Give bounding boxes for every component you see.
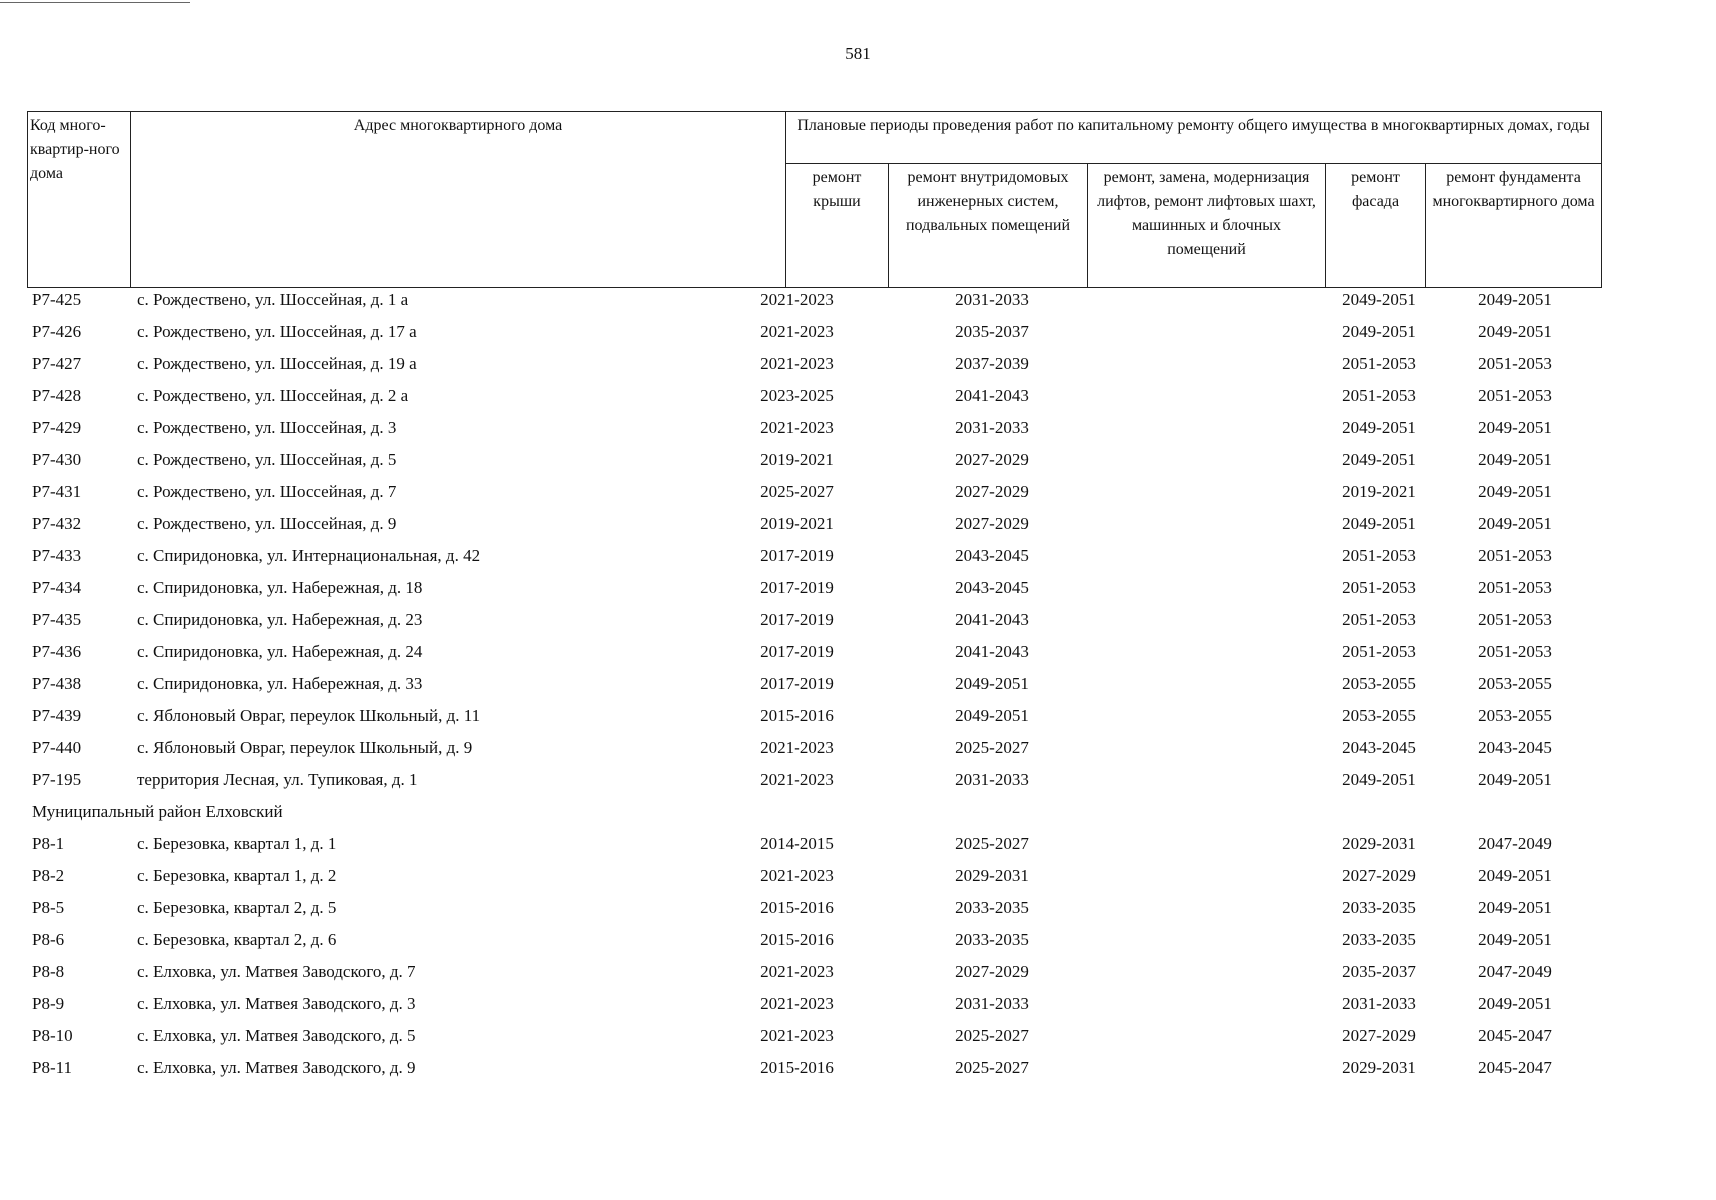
cell-facade: 2051-2053: [1342, 386, 1416, 405]
header-systems: ремонт внутридомовых инженерных систем, подвальных помещений: [889, 164, 1088, 288]
table-row: [27, 480, 1601, 512]
cell-facade: 2051-2053: [1342, 610, 1416, 629]
cell-systems: 2049-2051: [955, 674, 1029, 693]
cell-address: с. Рождествено, ул. Шоссейная, д. 2 а: [137, 386, 409, 405]
cell-roof: 2015-2016: [760, 706, 834, 725]
cell-code: Р8-10: [32, 1026, 73, 1045]
cell-systems: 2037-2039: [955, 354, 1029, 373]
rows-group-b: [27, 832, 1601, 1088]
cell-facade: 2051-2053: [1342, 546, 1416, 565]
cell-facade: 2051-2053: [1342, 354, 1416, 373]
cell-foundation: 2049-2051: [1478, 770, 1552, 789]
cell-facade: 2033-2035: [1342, 898, 1416, 917]
cell-code: Р7-195: [32, 770, 82, 789]
cell-roof: 2015-2016: [760, 898, 834, 917]
cell-systems: 2031-2033: [955, 290, 1029, 309]
cell-roof: 2017-2019: [760, 546, 834, 565]
cell-foundation: 2051-2053: [1478, 642, 1552, 661]
table-row: [27, 928, 1601, 960]
cell-foundation: 2051-2053: [1478, 386, 1552, 405]
cell-roof: 2014-2015: [760, 834, 834, 853]
cell-systems: 2027-2029: [955, 962, 1029, 981]
cell-facade: 2053-2055: [1342, 674, 1416, 693]
cell-address: с. Яблоновый Овраг, переулок Школьный, д. 11: [137, 706, 481, 725]
table-body: [27, 288, 1601, 1088]
cell-foundation: 2051-2053: [1478, 546, 1552, 565]
cell-code: Р8-6: [32, 930, 65, 949]
cell-code: Р7-435: [32, 610, 82, 629]
cell-code: Р7-432: [32, 514, 82, 533]
cell-address: территория Лесная, ул. Тупиковая, д. 1: [137, 770, 418, 789]
cell-systems: 2031-2033: [955, 418, 1029, 437]
cell-address: с. Яблоновый Овраг, переулок Школьный, д. 9: [137, 738, 473, 757]
cell-address: с. Елховка, ул. Матвея Заводского, д. 5: [137, 1026, 416, 1045]
cell-address: с. Рождествено, ул. Шоссейная, д. 9: [137, 514, 397, 533]
cell-roof: 2021-2023: [760, 770, 834, 789]
cell-roof: 2021-2023: [760, 290, 834, 309]
cell-systems: 2031-2033: [955, 994, 1029, 1013]
cell-facade: 2053-2055: [1342, 706, 1416, 725]
cell-foundation: 2053-2055: [1478, 674, 1552, 693]
cell-facade: 2035-2037: [1342, 962, 1416, 981]
header-lifts: ремонт, замена, модернизация лифтов, ремонт лифтовых шахт, машинных и блочных помещений: [1088, 164, 1326, 288]
table-row: [27, 320, 1601, 352]
cell-address: с. Спиридоновка, ул. Интернациональная, д. 42: [137, 546, 481, 565]
table-row: [27, 288, 1601, 320]
table-row: [27, 1024, 1601, 1056]
cell-roof: 2019-2021: [760, 514, 834, 533]
cell-code: Р7-439: [32, 706, 82, 725]
cell-facade: 2049-2051: [1342, 514, 1416, 533]
cell-address: с. Елховка, ул. Матвея Заводского, д. 3: [137, 994, 416, 1013]
cell-systems: 2025-2027: [955, 1058, 1029, 1077]
cell-foundation: 2045-2047: [1478, 1026, 1552, 1045]
table-row: [27, 736, 1601, 768]
cell-facade: 2049-2051: [1342, 418, 1416, 437]
cell-code: Р7-427: [32, 354, 82, 373]
cell-facade: 2029-2031: [1342, 834, 1416, 853]
cell-systems: 2025-2027: [955, 834, 1029, 853]
cell-code: Р8-8: [32, 962, 65, 981]
table-row: [27, 352, 1601, 384]
cell-foundation: 2049-2051: [1478, 322, 1552, 341]
table-row: [27, 544, 1601, 576]
table-row: [27, 960, 1601, 992]
cell-code: Р8-2: [32, 866, 65, 885]
cell-address: с. Елховка, ул. Матвея Заводского, д. 9: [137, 1058, 416, 1077]
cell-address: с. Рождествено, ул. Шоссейная, д. 1 а: [137, 290, 409, 309]
cell-code: Р8-9: [32, 994, 65, 1013]
header-periods: Плановые периоды проведения работ по капитальному ремонту общего имущества в многоквартирных домах, годы: [786, 112, 1602, 164]
cell-roof: 2017-2019: [760, 674, 834, 693]
cell-systems: 2025-2027: [955, 1026, 1029, 1045]
cell-code: Р7-433: [32, 546, 82, 565]
cell-foundation: 2049-2051: [1478, 994, 1552, 1013]
cell-systems: 2035-2037: [955, 322, 1029, 341]
cell-facade: 2043-2045: [1342, 738, 1416, 757]
cell-facade: 2049-2051: [1342, 450, 1416, 469]
header-facade: ремонт фасада: [1326, 164, 1426, 288]
table-row: [27, 416, 1601, 448]
table-row: [27, 384, 1601, 416]
cell-facade: 2029-2031: [1342, 1058, 1416, 1077]
cell-foundation: 2049-2051: [1478, 866, 1552, 885]
cell-code: Р7-438: [32, 674, 82, 693]
cell-roof: 2017-2019: [760, 578, 834, 597]
section-row: [27, 800, 1601, 832]
table-row: [27, 608, 1601, 640]
cell-systems: 2041-2043: [955, 610, 1029, 629]
table-row: [27, 576, 1601, 608]
cell-code: Р8-5: [32, 898, 65, 917]
cell-roof: 2021-2023: [760, 1026, 834, 1045]
cell-facade: 2019-2021: [1342, 482, 1416, 501]
cell-roof: 2023-2025: [760, 386, 834, 405]
cell-code: Р7-434: [32, 578, 82, 597]
cell-foundation: 2053-2055: [1478, 706, 1552, 725]
cell-roof: 2021-2023: [760, 962, 834, 981]
cell-address: с. Рождествено, ул. Шоссейная, д. 7: [137, 482, 397, 501]
cell-facade: 2051-2053: [1342, 642, 1416, 661]
cell-systems: 2027-2029: [955, 482, 1029, 501]
table-row: [27, 704, 1601, 736]
cell-facade: 2049-2051: [1342, 322, 1416, 341]
cell-roof: 2021-2023: [760, 994, 834, 1013]
rows-group-a: [27, 288, 1601, 800]
cell-roof: 2019-2021: [760, 450, 834, 469]
cell-code: Р7-426: [32, 322, 82, 341]
cell-systems: 2041-2043: [955, 642, 1029, 661]
cell-code: Р8-11: [32, 1058, 72, 1077]
cell-address: с. Рождествено, ул. Шоссейная, д. 3: [137, 418, 397, 437]
cell-foundation: 2049-2051: [1478, 930, 1552, 949]
cell-roof: 2015-2016: [760, 930, 834, 949]
cell-address: с. Спиридоновка, ул. Набережная, д. 18: [137, 578, 423, 597]
section-title: Муниципальный район Елховский: [32, 802, 283, 821]
cell-address: с. Березовка, квартал 1, д. 1: [137, 834, 337, 853]
cell-code: Р7-428: [32, 386, 82, 405]
cell-systems: 2033-2035: [955, 930, 1029, 949]
cell-address: с. Спиридоновка, ул. Набережная, д. 23: [137, 610, 423, 629]
cell-systems: 2027-2029: [955, 514, 1029, 533]
cell-foundation: 2049-2051: [1478, 898, 1552, 917]
scan-artifact-line: [0, 2, 190, 3]
cell-facade: 2027-2029: [1342, 866, 1416, 885]
header-code: Код много-квартир-ного дома: [28, 112, 131, 288]
cell-address: с. Рождествено, ул. Шоссейная, д. 17 а: [137, 322, 417, 341]
table-row: [27, 768, 1601, 800]
cell-code: Р7-436: [32, 642, 82, 661]
cell-foundation: 2049-2051: [1478, 290, 1552, 309]
cell-address: с. Спиридоновка, ул. Набережная, д. 24: [137, 642, 423, 661]
cell-address: с. Рождествено, ул. Шоссейная, д. 19 а: [137, 354, 417, 373]
cell-systems: 2033-2035: [955, 898, 1029, 917]
table-row: [27, 512, 1601, 544]
cell-systems: 2025-2027: [955, 738, 1029, 757]
cell-code: Р7-431: [32, 482, 82, 501]
cell-address: с. Спиридоновка, ул. Набережная, д. 33: [137, 674, 423, 693]
page-number: 581: [845, 44, 871, 63]
cell-facade: 2051-2053: [1342, 578, 1416, 597]
cell-foundation: 2049-2051: [1478, 514, 1552, 533]
cell-foundation: 2051-2053: [1478, 578, 1552, 597]
cell-systems: 2031-2033: [955, 770, 1029, 789]
cell-address: с. Березовка, квартал 1, д. 2: [137, 866, 337, 885]
cell-code: Р8-1: [32, 834, 65, 853]
cell-code: Р7-440: [32, 738, 82, 757]
cell-facade: 2033-2035: [1342, 930, 1416, 949]
cell-facade: 2027-2029: [1342, 1026, 1416, 1045]
cell-foundation: 2047-2049: [1478, 962, 1552, 981]
table-row: [27, 448, 1601, 480]
cell-roof: 2021-2023: [760, 418, 834, 437]
table-row: [27, 992, 1601, 1024]
cell-code: Р7-429: [32, 418, 82, 437]
table-row: [27, 832, 1601, 864]
header-address: Адрес многоквартирного дома: [131, 112, 786, 288]
cell-facade: 2049-2051: [1342, 770, 1416, 789]
cell-systems: 2043-2045: [955, 546, 1029, 565]
header-roof: ремонт крыши: [786, 164, 889, 288]
cell-address: с. Березовка, квартал 2, д. 5: [137, 898, 337, 917]
table-header: [27, 111, 1602, 288]
cell-address: с. Елховка, ул. Матвея Заводского, д. 7: [137, 962, 416, 981]
cell-roof: 2021-2023: [760, 738, 834, 757]
header-foundation: ремонт фундамента многоквартирного дома: [1426, 164, 1602, 288]
cell-facade: 2049-2051: [1342, 290, 1416, 309]
table-row: [27, 1056, 1601, 1088]
cell-roof: 2015-2016: [760, 1058, 834, 1077]
cell-facade: 2031-2033: [1342, 994, 1416, 1013]
cell-roof: 2017-2019: [760, 610, 834, 629]
table-row: [27, 896, 1601, 928]
cell-foundation: 2047-2049: [1478, 834, 1552, 853]
cell-systems: 2049-2051: [955, 706, 1029, 725]
cell-systems: 2043-2045: [955, 578, 1029, 597]
table-row: [27, 672, 1601, 704]
cell-code: Р7-430: [32, 450, 82, 469]
table-row: [27, 640, 1601, 672]
cell-code: Р7-425: [32, 290, 82, 309]
cell-foundation: 2049-2051: [1478, 418, 1552, 437]
cell-roof: 2021-2023: [760, 322, 834, 341]
cell-address: с. Березовка, квартал 2, д. 6: [137, 930, 337, 949]
cell-foundation: 2051-2053: [1478, 354, 1552, 373]
cell-roof: 2021-2023: [760, 866, 834, 885]
cell-foundation: 2049-2051: [1478, 450, 1552, 469]
cell-foundation: 2051-2053: [1478, 610, 1552, 629]
cell-systems: 2029-2031: [955, 866, 1029, 885]
cell-systems: 2027-2029: [955, 450, 1029, 469]
cell-address: с. Рождествено, ул. Шоссейная, д. 5: [137, 450, 397, 469]
cell-roof: 2017-2019: [760, 642, 834, 661]
cell-roof: 2021-2023: [760, 354, 834, 373]
cell-roof: 2025-2027: [760, 482, 834, 501]
table-row: [27, 864, 1601, 896]
cell-systems: 2041-2043: [955, 386, 1029, 405]
cell-foundation: 2043-2045: [1478, 738, 1552, 757]
cell-foundation: 2045-2047: [1478, 1058, 1552, 1077]
cell-foundation: 2049-2051: [1478, 482, 1552, 501]
